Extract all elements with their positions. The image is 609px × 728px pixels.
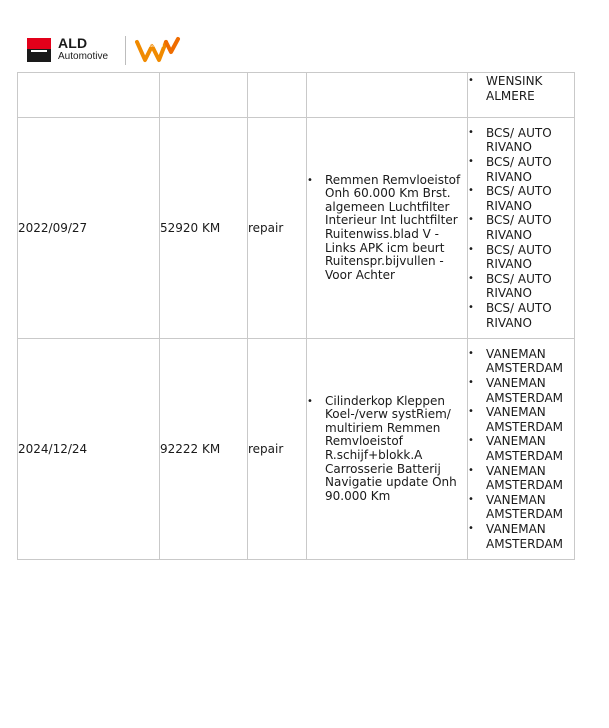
shop-list (468, 126, 574, 330)
shop-list (468, 347, 574, 551)
list-item: • VANEMAN AMSTERDAM (468, 376, 564, 405)
date-cell: 2024/12/24 (18, 339, 160, 560)
list-item: • VANEMAN AMSTERDAM (468, 434, 564, 463)
mileage-cell (160, 73, 248, 118)
list-item: • BCS/ AUTO RIVANO (468, 242, 552, 272)
table-row (18, 339, 575, 560)
list-item: • VANEMAN AMSTERDAM (468, 521, 564, 551)
table-row (18, 73, 575, 118)
type-cell: repair (248, 118, 307, 339)
list-item: • VANEMAN AMSTERDAM (468, 405, 564, 434)
maintenance-history-table (17, 72, 575, 560)
type-cell (248, 73, 307, 118)
description-cell (307, 73, 468, 118)
list-item: • VANEMAN AMSTERDAM (468, 346, 564, 376)
table-row (18, 118, 575, 339)
date-cell (18, 73, 160, 118)
shops-cell (468, 73, 575, 118)
list-item: • BCS/ AUTO RIVANO (468, 271, 552, 301)
page-header (27, 34, 227, 68)
list-item: • BCS/ AUTO RIVANO (468, 155, 552, 184)
logo-divider (125, 36, 126, 65)
list-item: • BCS/ AUTO RIVANO (468, 125, 552, 155)
list-item: • WENSINK ALMERE (468, 74, 543, 103)
date-cell: 2022/09/27 (18, 118, 160, 339)
shop-list (468, 74, 574, 103)
description-text: Cilinderkop Kleppen Koel-/verw systRiem/ multiriem Remmen Remvloeistof R.schijf+blokk.A Carrosserie Batterij Navigatie update Onh 90.000 Km (325, 393, 457, 503)
description-text: Remmen Remvloeistof Onh 60.000 Km Brst. algemeen Luchtfilter Interieur Int luchtfilter Ruitenwiss.blad V - Links APK icm beurt Ruitenspr.bijvullen - Voor Achter (325, 172, 461, 282)
list-item: • BCS/ AUTO RIVANO (468, 213, 552, 242)
ald-logo-icon (27, 38, 51, 62)
type-cell: repair (248, 339, 307, 560)
description-cell: • Remmen Remvloeistof Onh 60.000 Km Brst. algemeen Luchtfilter Interieur Int luchtfilter Ruitenwiss.blad V - Links APK icm beurt Ruitenspr.bijvullen - Voor Achter (307, 118, 468, 339)
mileage-cell: 92222 KM (160, 339, 248, 560)
shops-cell (468, 339, 575, 560)
list-item: • VANEMAN AMSTERDAM (468, 492, 564, 522)
ald-brand (58, 36, 108, 63)
list-item: • BCS/ AUTO RIVANO (468, 300, 552, 330)
leaseplan-logo-icon (135, 36, 181, 64)
list-item: • BCS/ AUTO RIVANO (468, 184, 552, 213)
ald-brand-name: ALD (58, 35, 88, 51)
svg-text:LeasePlan: LeasePlan (143, 43, 164, 48)
list-item: • VANEMAN AMSTERDAM (468, 463, 564, 493)
mileage-cell: 52920 KM (160, 118, 248, 339)
shops-cell (468, 118, 575, 339)
description-cell: • Cilinderkop Kleppen Koel-/verw systRiem/ multiriem Remmen Remvloeistof R.schijf+blokk.A Carrosserie Batterij Navigatie update Onh 90.000 Km (307, 339, 468, 560)
ald-brand-sub: Automotive (58, 51, 109, 62)
